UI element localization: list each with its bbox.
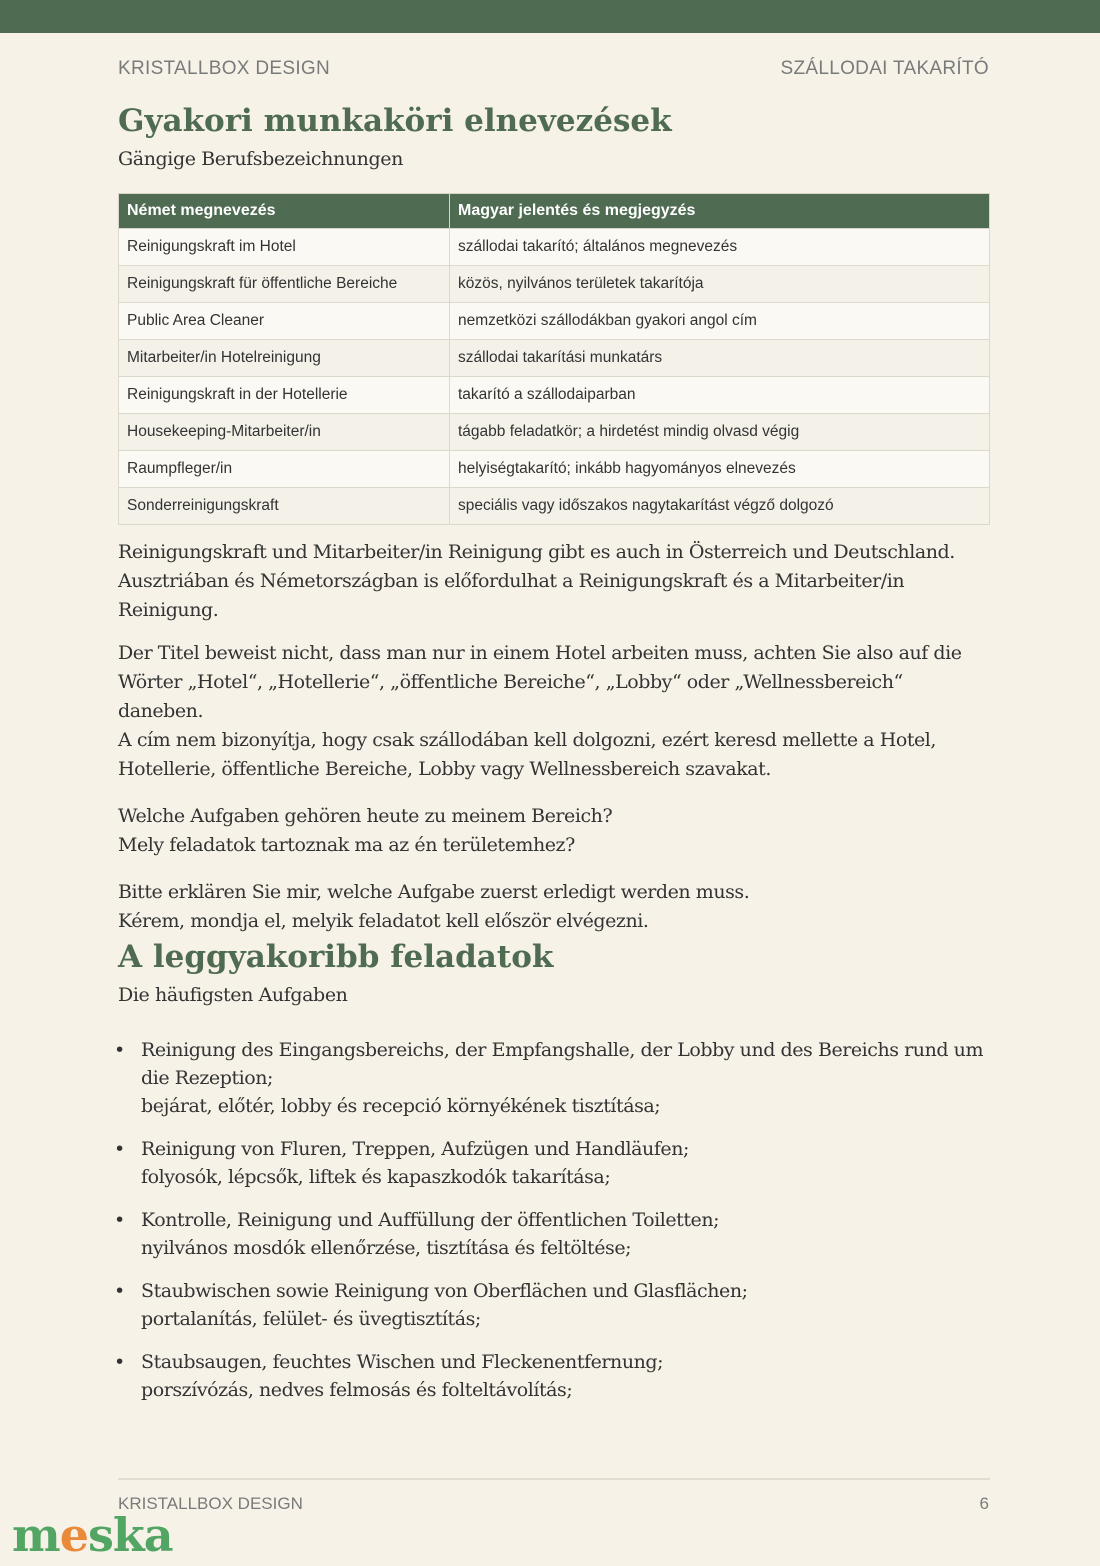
table-row <box>119 488 990 525</box>
table-header-row <box>119 194 990 229</box>
task-list-item <box>114 1277 990 1333</box>
table-row <box>119 340 990 377</box>
paragraph-line: Kérem, mondja el, melyik feladatot kell először elvégezni. <box>118 910 649 932</box>
footer-divider <box>118 1478 990 1480</box>
top-accent-bar <box>0 0 1100 33</box>
table-header-hungarian: Magyar jelentés és megjegyzés <box>450 194 990 229</box>
paragraph-line: A cím nem bizonyítja, hogy csak szállodában kell dolgozni, ezért keresd mellette a Hotel, <box>118 729 937 751</box>
section-subtitle-job-names: Gängige Berufsbezeichnungen <box>118 148 403 170</box>
table-body <box>119 229 990 525</box>
section-title-tasks: A leggyakoribb feladatok <box>118 939 554 975</box>
section-subtitle-tasks: Die häufigsten Aufgaben <box>118 984 348 1006</box>
paragraph-line: Mely feladatok tartoznak ma az én területemhez? <box>118 834 575 856</box>
cell-hungarian-meaning: takarító a szállodaiparban <box>450 377 990 414</box>
table-row <box>119 451 990 488</box>
header-document-title: SZÁLLODAI TAKARÍTÓ <box>780 58 989 79</box>
table-row <box>119 414 990 451</box>
task-line: portalanítás, felület- és üvegtisztítás; <box>141 1308 481 1330</box>
paragraph-question-priority <box>118 878 990 936</box>
table-header-german: Német megnevezés <box>119 194 450 229</box>
paragraph-line: Hotellerie, öffentliche Bereiche, Lobby vagy Wellnessbereich szavakat. <box>118 758 771 780</box>
cell-hungarian-meaning: speciális vagy időszakos nagytakarítást végző dolgozó <box>450 488 990 525</box>
task-list-item <box>114 1206 990 1262</box>
meska-logo[interactable] <box>12 1508 173 1562</box>
section-title-job-names: Gyakori munkaköri elnevezések <box>118 103 672 139</box>
footer-brand: KRISTALLBOX DESIGN <box>118 1494 303 1513</box>
paragraph-title-hint <box>118 639 990 784</box>
paragraph-line: Reinigung. <box>118 599 219 621</box>
paragraph-region-note <box>118 538 990 625</box>
logo-letters: ska <box>87 1508 173 1562</box>
task-line: Reinigung von Fluren, Treppen, Aufzügen und Handläufen; <box>141 1138 689 1160</box>
task-list-item <box>114 1135 990 1191</box>
paragraph-line: Reinigungskraft und Mitarbeiter/in Reinigung gibt es auch in Österreich und Deutschland. <box>118 541 955 563</box>
footer-page-number: 6 <box>979 1494 989 1513</box>
bullet-icon: • <box>114 1280 126 1302</box>
paragraph-line: Bitte erklären Sie mir, welche Aufgabe zuerst erledigt werden muss. <box>118 881 750 903</box>
bullet-icon: • <box>114 1039 126 1061</box>
cell-german-term: Housekeeping-Mitarbeiter/in <box>119 414 450 451</box>
task-line: porszívózás, nedves felmosás és folteltávolítás; <box>141 1379 573 1401</box>
job-title-table <box>118 193 990 525</box>
task-line: Staubsaugen, feuchtes Wischen und Fleckenentfernung; <box>141 1351 664 1373</box>
cell-german-term: Public Area Cleaner <box>119 303 450 340</box>
cell-hungarian-meaning: közös, nyilvános területek takarítója <box>450 266 990 303</box>
task-line: nyilvános mosdók ellenőrzése, tisztítása és feltöltése; <box>141 1237 632 1259</box>
cell-german-term: Reinigungskraft in der Hotellerie <box>119 377 450 414</box>
cell-hungarian-meaning: helyiségtakarító; inkább hagyományos elnevezés <box>450 451 990 488</box>
cell-hungarian-meaning: nemzetközi szállodákban gyakori angol cím <box>450 303 990 340</box>
task-line: Staubwischen sowie Reinigung von Oberflächen und Glasflächen; <box>141 1280 748 1302</box>
bullet-icon: • <box>114 1138 126 1160</box>
cell-hungarian-meaning: tágabb feladatkör; a hirdetést mindig olvasd végig <box>450 414 990 451</box>
cell-german-term: Mitarbeiter/in Hotelreinigung <box>119 340 450 377</box>
task-line: die Rezeption; <box>141 1067 273 1089</box>
paragraph-line: Wörter „Hotel“, „Hotellerie“, „öffentliche Bereiche“, „Lobby“ oder „Wellnessbereich“ daneben. <box>118 671 903 722</box>
cell-hungarian-meaning: szállodai takarítási munkatárs <box>450 340 990 377</box>
paragraph-line: Welche Aufgaben gehören heute zu meinem Bereich? <box>118 805 613 827</box>
cell-german-term: Raumpfleger/in <box>119 451 450 488</box>
task-list-item <box>114 1036 990 1120</box>
task-list <box>114 1036 990 1404</box>
table-row <box>119 377 990 414</box>
task-list-item <box>114 1348 990 1404</box>
header-brand: KRISTALLBOX DESIGN <box>118 58 330 79</box>
cell-hungarian-meaning: szállodai takarító; általános megnevezés <box>450 229 990 266</box>
cell-german-term: Sonderreinigungskraft <box>119 488 450 525</box>
task-line: folyosók, lépcsők, liftek és kapaszkodók takarítása; <box>141 1166 611 1188</box>
table-row <box>119 229 990 266</box>
page-content <box>114 100 990 1419</box>
logo-letter: e <box>59 1508 88 1562</box>
bullet-icon: • <box>114 1209 126 1231</box>
paragraph-line: Der Titel beweist nicht, dass man nur in einem Hotel arbeiten muss, achten Sie also auf die <box>118 642 962 664</box>
logo-letter: m <box>12 1508 60 1562</box>
task-line: bejárat, előtér, lobby és recepció környékének tisztítása; <box>141 1095 661 1117</box>
cell-german-term: Reinigungskraft im Hotel <box>119 229 450 266</box>
task-line: Kontrolle, Reinigung und Auffüllung der öffentlichen Toiletten; <box>141 1209 720 1231</box>
cell-german-term: Reinigungskraft für öffentliche Bereiche <box>119 266 450 303</box>
paragraph-question-tasks <box>118 802 990 860</box>
paragraph-line: Ausztriában és Németországban is előfordulhat a Reinigungskraft és a Mitarbeiter/in <box>118 570 905 592</box>
table-row <box>119 303 990 340</box>
task-line: Reinigung des Eingangsbereichs, der Empfangshalle, der Lobby und des Bereichs rund um <box>141 1039 984 1061</box>
table-row <box>119 266 990 303</box>
bullet-icon: • <box>114 1351 126 1373</box>
